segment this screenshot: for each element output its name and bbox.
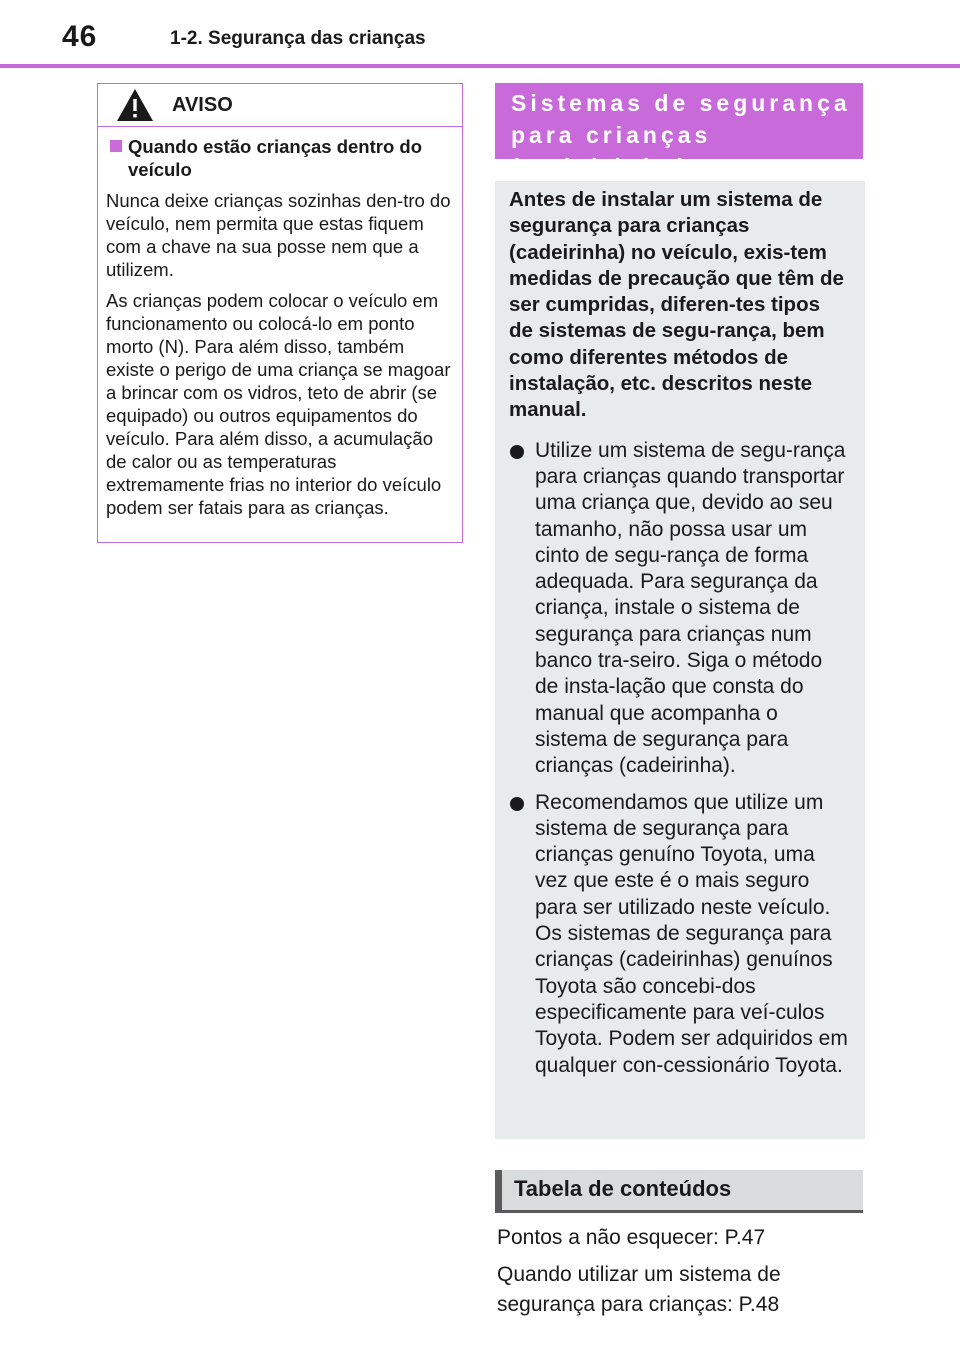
warning-label: AVISO [172,93,233,116]
banner-line: Sistemas de segurança [511,90,851,116]
list-item-text: Recomendamos que utilize um sistema de segurança para crianças genuíno Toyota, uma vez que este é o mais seguro para ser utilizado neste veículo. Os sistemas de segurança para crianças (cadeirinhas) genuínos Toyota são concebi-dos especificamente para veí-culos Toyota. Podem ser adquiridos em qualquer con-cessionário Toyota. [535,790,848,1077]
list-item [509,438,849,780]
banner-line: para crianças (cadeirinha) [511,122,712,180]
toc-item[interactable]: Quando utilizar um sistema de segurança para crianças: P.48 [497,1263,781,1316]
warning-body [98,127,462,519]
warning-box [97,83,463,543]
section-title: 1-2. Segurança das crianças [170,28,426,49]
toc-item[interactable]: Pontos a não esquecer: P.47 [497,1226,766,1249]
warning-paragraph: Nunca deixe crianças sozinhas den-tro do veículo, nem permita que estas fiquem com a chave na sua posse nem que a utilizem. [106,190,451,280]
warning-header [98,84,462,127]
list-item-text: Utilize um sistema de segu-rança para crianças quando transportar uma criança que, devido ao seu tamanho, não possa usar um cinto de segu-rança de forma adequada. Para segurança da criança, instale o sistema de segurança para crianças num banco tra-seiro. Siga o método de insta-lação que consta do manual que acompanha o sistema de segurança para crianças (cadeirinha). [535,438,846,778]
warning-paragraph: As crianças podem colocar o veículo em funcionamento ou colocá-lo em ponto morto (N). Para além disso, também existe o perigo de uma criança se magoar a brincar com os vidros, teto de abrir (se equipado) ou outros equipamentos do veículo. Para além disso, a acumulação de calor ou as temperaturas extremamente frias no interior do veículo podem ser fatais para as crianças. [106,290,451,518]
warning-subheading-text: Quando estão crianças dentro do veículo [128,136,423,180]
warning-subheading [106,135,452,181]
bullet-dot-icon [510,445,524,459]
page-number: 46 [62,20,98,53]
info-box [495,181,865,1139]
bullet-dot-icon [510,797,524,811]
header-divider [0,64,960,68]
toc-header: Tabela de conteúdos [495,1170,863,1213]
toc-list [497,1223,877,1327]
warning-triangle-icon [116,88,154,122]
list-item [509,790,849,1079]
square-bullet-icon [110,140,122,152]
info-intro: Antes de instalar um sistema de segurança para crianças (cadeirinha) no veículo, exis-tem medidas de precaução que têm de ser cumpridas, diferen-tes tipos de sistemas de segu-rança, bem como diferentes métodos de instalação, etc. descritos neste manual. [509,188,844,422]
section-banner [495,83,863,180]
